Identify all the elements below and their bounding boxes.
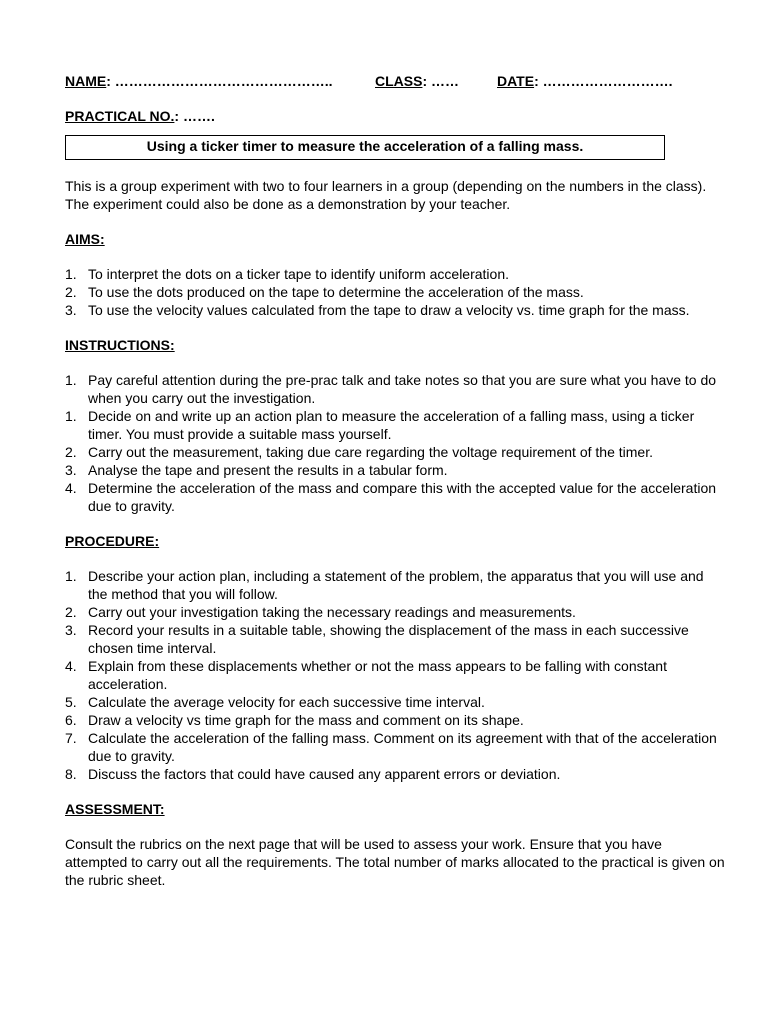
list-item: 1. Describe your action plan, including a statement of the problem, the apparatus that you will use and the method that you will follow. (65, 568, 704, 602)
practical-title: Using a ticker timer to measure the acceleration of a falling mass. (65, 135, 665, 160)
aims-list (65, 265, 725, 319)
list-item: 2. To use the dots produced on the tape to determine the acceleration of the mass. (65, 284, 584, 300)
list-item: 1. To interpret the dots on a ticker tape to identify uniform acceleration. (65, 266, 510, 282)
intro-paragraph: This is a group experiment with two to four learners in a group (depending on the numbers in the class). The experiment could also be done as a demonstration by your teacher. (65, 178, 707, 212)
assessment-paragraph: Consult the rubrics on the next page that will be used to assess your work. Ensure that you have attempted to carry out all the requirements. The total number of marks allocated to the practical is given on the rubric sheet. (65, 836, 725, 888)
name-label: NAME (65, 73, 107, 89)
practical-number-row (65, 107, 725, 125)
instructions-list (65, 371, 725, 515)
assessment-heading: ASSESSMENT: (65, 801, 165, 817)
list-item: 6. Draw a velocity vs time graph for the mass and comment on its shape. (65, 712, 524, 728)
worksheet-page (65, 72, 725, 889)
class-field (375, 72, 459, 90)
list-item: 3. Record your results in a suitable table, showing the displacement of the mass in each successive chosen time interval. (65, 622, 689, 656)
class-label: CLASS (375, 73, 423, 89)
practical-label: PRACTICAL NO. (65, 108, 175, 124)
list-item: 1. Pay careful attention during the pre-prac talk and take notes so that you are sure what you have to do when you carry out the investigation. (65, 372, 717, 406)
list-item: 2. Carry out your investigation taking the necessary readings and measurements. (65, 604, 576, 620)
date-field (497, 72, 673, 90)
name-field (65, 72, 333, 90)
aims-heading: AIMS: (65, 231, 105, 247)
procedure-list (65, 567, 725, 783)
date-blank: : ………………………. (534, 73, 673, 89)
list-item: 2. Carry out the measurement, taking due care regarding the voltage requirement of the timer. (65, 444, 653, 460)
header-row (65, 72, 725, 90)
date-label: DATE (497, 73, 535, 89)
list-item: 3. To use the velocity values calculated from the tape to draw a velocity vs. time graph for the mass. (65, 302, 690, 318)
name-blank: : ……………………………………….. (106, 73, 333, 89)
practical-blank: : ……. (174, 108, 215, 124)
list-item: 4. Determine the acceleration of the mass and compare this with the accepted value for the acceleration due to gravity. (65, 480, 717, 514)
procedure-heading: PROCEDURE: (65, 533, 160, 549)
class-blank: : …… (422, 73, 460, 89)
list-item: 4. Explain from these displacements whether or not the mass appears to be falling with constant acceleration. (65, 658, 667, 692)
list-item: 5. Calculate the average velocity for each successive time interval. (65, 694, 485, 710)
list-item: 8. Discuss the factors that could have caused any apparent errors or deviation. (65, 766, 561, 782)
list-item: 7. Calculate the acceleration of the falling mass. Comment on its agreement with that of the acceleration due to gravity. (65, 730, 717, 764)
list-item: 3. Analyse the tape and present the results in a tabular form. (65, 462, 448, 478)
list-item: 1. Decide on and write up an action plan to measure the acceleration of a falling mass, using a ticker timer. You must provide a suitable mass yourself. (65, 408, 695, 442)
instructions-heading: INSTRUCTIONS: (65, 337, 175, 353)
